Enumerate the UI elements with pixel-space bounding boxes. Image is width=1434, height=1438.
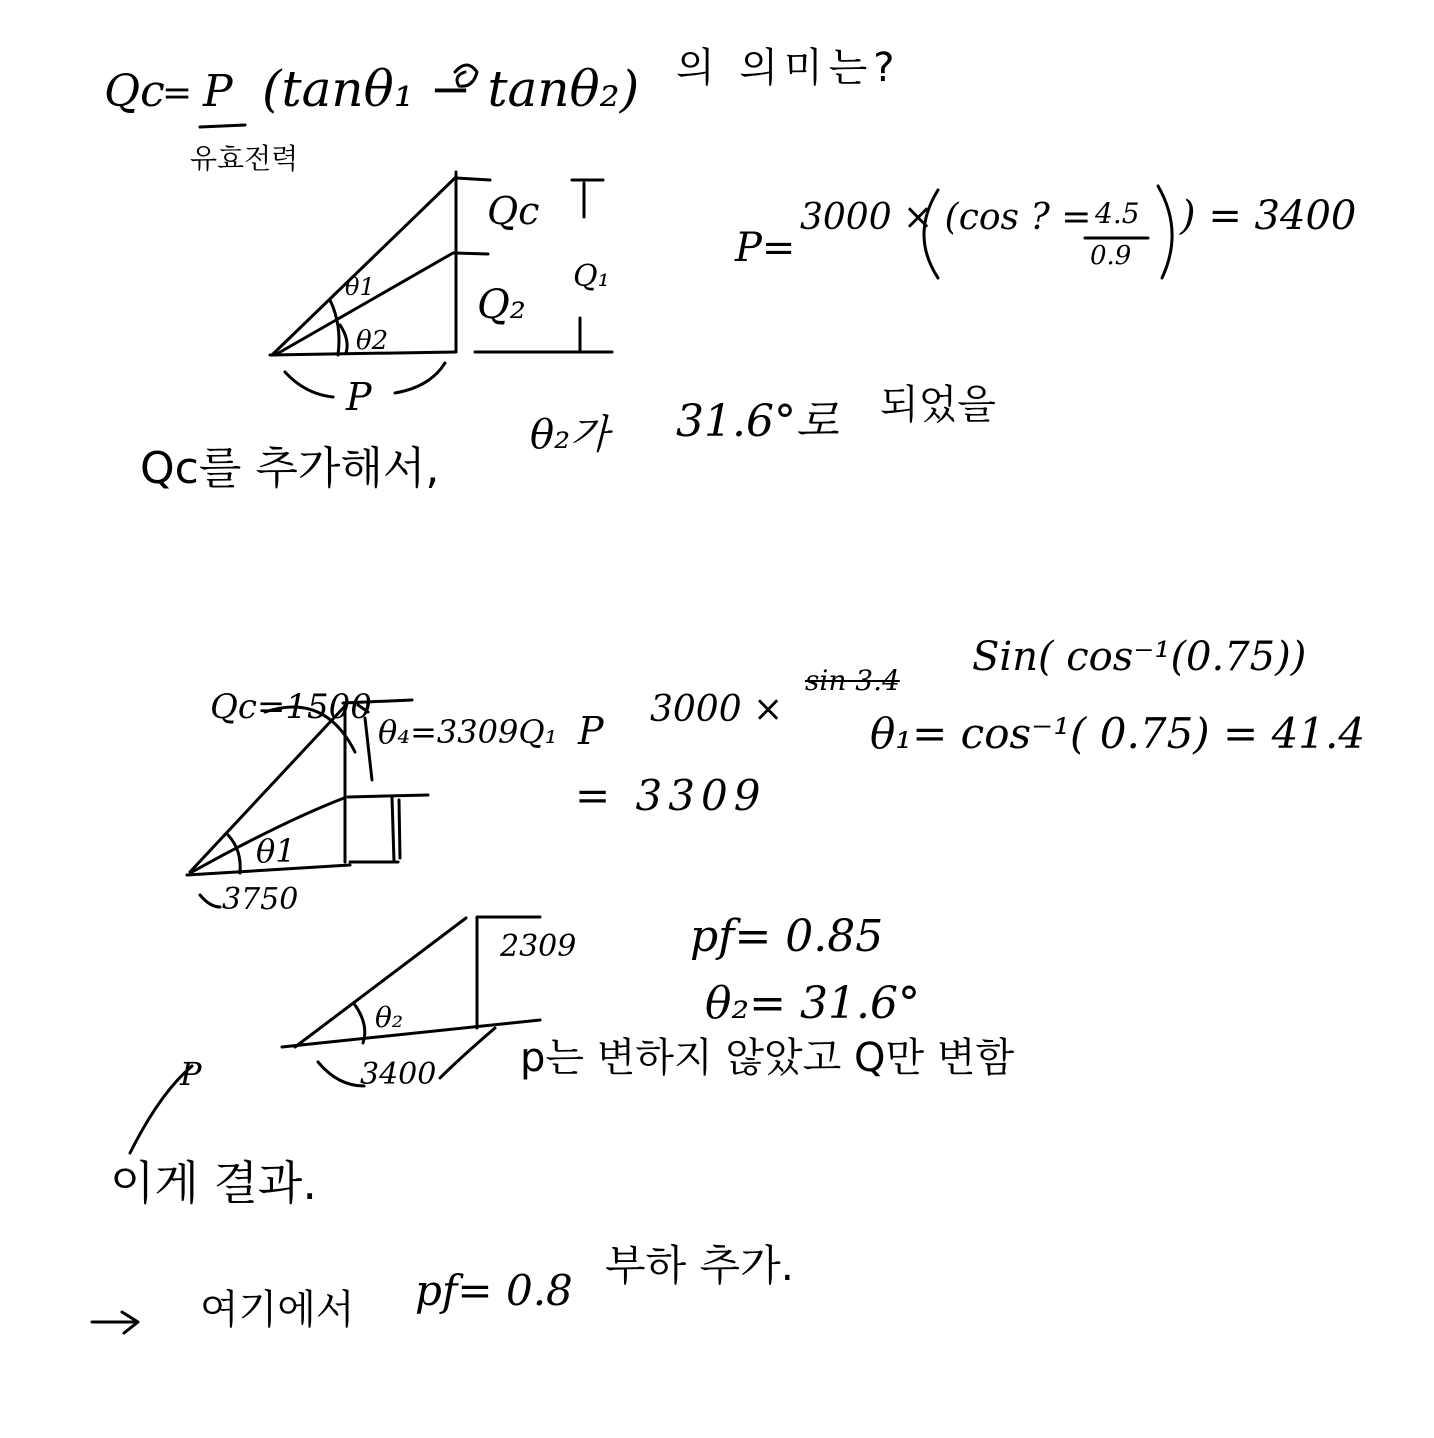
note-theta2-tail: 되었을	[880, 382, 996, 428]
d2-base: 3750	[222, 882, 299, 917]
diagram1-lines	[270, 172, 612, 397]
calc2-eq: = 3309	[575, 771, 767, 820]
d3-theta2: θ₂	[375, 1001, 404, 1034]
p-note: 유효전력	[190, 142, 299, 175]
p-underline	[200, 125, 245, 127]
note-here: 여기에서	[200, 1287, 355, 1333]
d2-qc-label: Qc=1500	[210, 687, 372, 727]
d1-qc: Qc	[487, 189, 540, 233]
title-qc: Qc	[104, 66, 165, 117]
d1-q1: Q₁	[573, 259, 610, 294]
note-result: 이게 결과.	[110, 1156, 317, 1210]
calc2-sin: Sin( cos⁻¹(0.75))	[972, 634, 1307, 680]
calc1-result: ) = 3400	[1180, 193, 1357, 239]
calc1-lhs: P=	[735, 225, 796, 271]
calc1-num: 4.5	[1095, 197, 1140, 230]
note-rest: 부하 추가.	[605, 1241, 794, 1290]
calc1-paren-right	[1158, 186, 1172, 278]
d1-q2: Q₂	[477, 282, 526, 328]
title-p: P	[203, 66, 233, 117]
d3-side: 2309	[500, 929, 577, 964]
calc2-theta1: θ₁= cos⁻¹( 0.75) = 41.4	[870, 709, 1366, 758]
note-theta2-val: 31.6°로	[676, 396, 839, 447]
d1-theta2: θ2	[356, 326, 389, 356]
note-qc-added: Qc를 추가해서,	[140, 443, 440, 494]
note-p-unchanged: p는 변하지 않았고 Q만 변함	[520, 1035, 1015, 1081]
calc3-pf: pf= 0.85	[690, 911, 884, 962]
d1-theta1: θ1	[345, 273, 375, 301]
calc2-line1: 3000 ×	[650, 689, 784, 730]
title-eq: =	[162, 73, 193, 114]
calc2-p: P	[578, 709, 604, 753]
note-theta2-sym: θ₂가	[530, 412, 609, 458]
calc2-struck: sin 3.4	[805, 664, 900, 697]
d2-theta1: θ1	[256, 832, 296, 870]
calc3-theta2: θ₂= 31.6°	[705, 978, 920, 1029]
d3-base: 3400	[360, 1057, 437, 1092]
d1-p: P	[346, 375, 372, 419]
calc1-expr: 3000 × (cos ? =	[800, 197, 1092, 238]
note-pf: pf= 0.8	[415, 1266, 573, 1315]
title-question: 의 의미는?	[676, 45, 901, 91]
d2-theta-top: θ₄=3309Q₁	[378, 713, 558, 751]
calc1-den: 0.9	[1090, 241, 1132, 271]
d3-p: P	[180, 1055, 202, 1093]
title-formula: (tanθ₁ − tanθ₂)	[262, 60, 640, 118]
